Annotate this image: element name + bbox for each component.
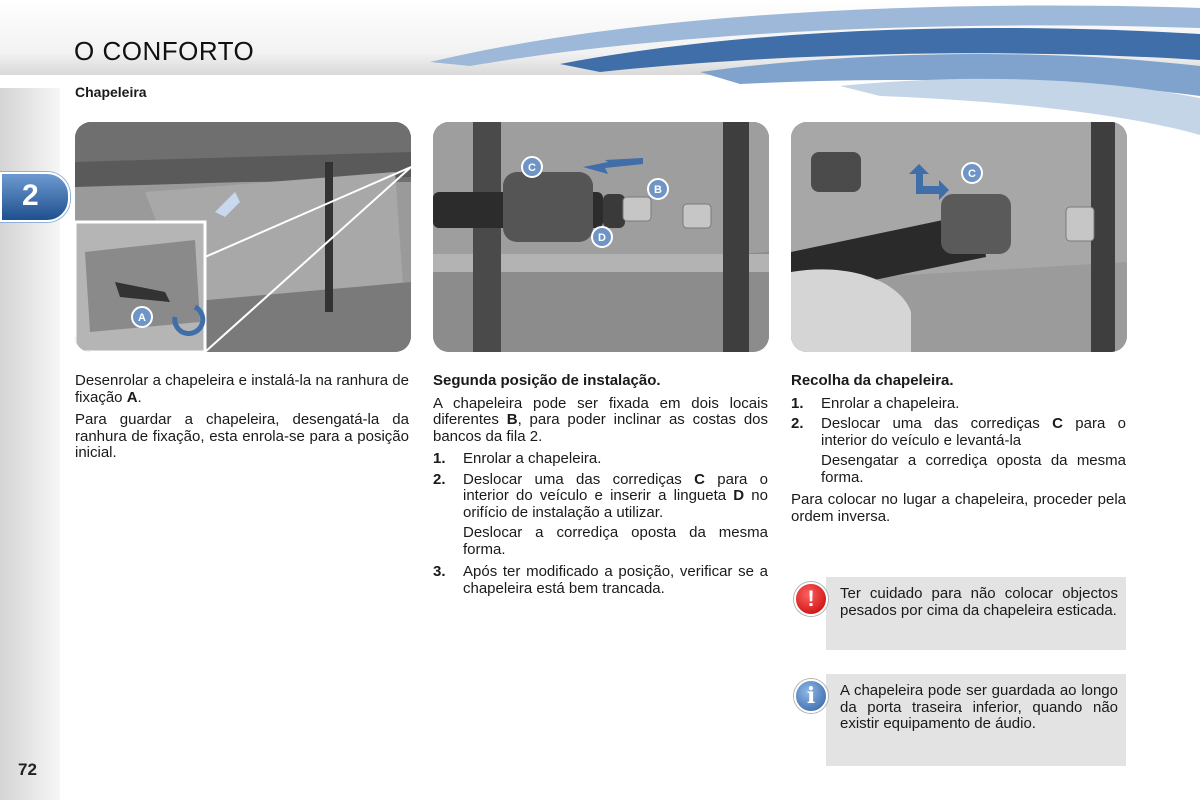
col3-step-1: 1. Enrolar a chapeleira. <box>791 394 960 412</box>
warning-text: Ter cuidado para não colocar objectos pesados por cima da chapeleira esticada. <box>840 585 1118 619</box>
photo2-label-c: C <box>528 162 536 174</box>
illustration-3-drawing <box>791 122 1127 352</box>
col2-step-3: 3. Após ter modificado a posição, verificar se a chapeleira está bem trancada. <box>433 563 768 597</box>
section-title: Chapeleira <box>75 84 147 100</box>
info-note <box>791 674 1126 766</box>
photo3-label-c: C <box>968 168 976 180</box>
col3-step-2-extra: Desengatar a corrediça oposta da mesma forma. <box>821 452 1126 486</box>
col2-heading: Segunda posição de instalação. <box>433 372 661 389</box>
warning-note <box>791 577 1126 650</box>
col2-step-2-extra: Deslocar a corrediça oposta da mesma forma. <box>463 524 768 558</box>
page-title: O CONFORTO <box>74 36 255 66</box>
label-B-marker <box>647 178 669 200</box>
col3-step-2: 2. Deslocar uma das corrediças C para o interior do veículo e levantá-la <box>791 415 1126 449</box>
col3-heading: Recolha da chapeleira. <box>791 372 954 389</box>
column-2-text <box>433 373 768 601</box>
chapter-number: 2 <box>22 179 39 212</box>
col3-outro: Para colocar no lugar a chapeleira, proceder pela ordem inversa. <box>791 491 1126 525</box>
exclamation-icon: ! <box>794 582 828 616</box>
column-3-text <box>791 373 1126 531</box>
photo2-label-d: D <box>598 232 606 244</box>
column-1-text <box>75 373 409 468</box>
photo1-label-a: A <box>138 312 146 324</box>
info-text: A chapeleira pode ser guardada ao longo da porta traseira inferior, quando não existir equipamento de áudio. <box>840 682 1118 732</box>
illustration-removal <box>791 122 1127 352</box>
label-A-marker <box>131 306 153 328</box>
info-icon: i <box>794 679 828 713</box>
illustration-second-position <box>433 122 769 352</box>
header-swoosh-decoration <box>0 0 1200 135</box>
col1-paragraph-1: Desenrolar a chapeleira e instalá-la na ranhura de fixação A. <box>75 372 409 406</box>
illustration-1-drawing <box>75 122 411 352</box>
illustration-parcel-shelf-unrolled <box>75 122 411 352</box>
col2-step-2: 2. Deslocar uma das corrediças C para o interior do veículo e inserir a lingueta D no orifício de instalação a utilizar. <box>433 470 768 521</box>
col1-paragraph-2: Para guardar a chapeleira, desengatá-la da ranhura de fixação, esta enrola-se para a posição inicial. <box>75 411 409 461</box>
chapter-tab <box>0 172 70 222</box>
col2-intro: A chapeleira pode ser fixada em dois locais diferentes B, para poder inclinar as costas dos bancos da fila 2. <box>433 394 768 445</box>
label-C-marker <box>961 162 983 184</box>
label-C-marker <box>521 156 543 178</box>
col2-step-1: 1. Enrolar a chapeleira. <box>433 450 602 467</box>
label-D-marker <box>591 226 613 248</box>
page-number: 72 <box>18 760 37 779</box>
photo2-label-b: B <box>654 184 662 196</box>
